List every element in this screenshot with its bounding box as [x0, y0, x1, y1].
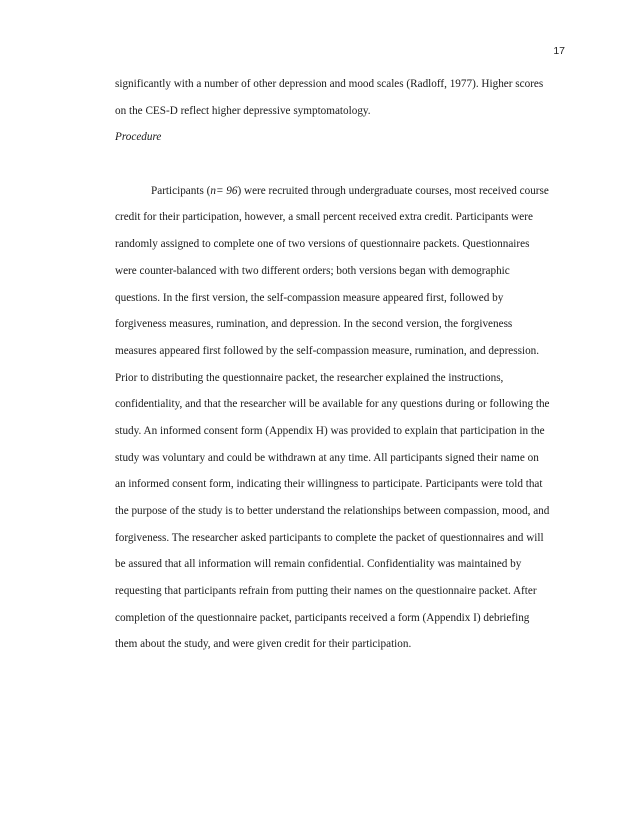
text-line: the purpose of the study is to better understand the relationships between compassion, mood, and	[115, 505, 550, 517]
paragraph-spacer	[115, 151, 555, 178]
text-line: confidentiality, and that the researcher will be available for any questions during or following the	[115, 398, 550, 411]
text-line: study was voluntary and could be withdrawn at any time. All participants signed their name on	[115, 451, 539, 464]
text-fragment: Participants (	[151, 184, 211, 197]
paragraph-first-line	[115, 178, 555, 205]
text-line: on the CES-D reflect higher depressive symptomatology.	[115, 104, 371, 117]
text-line: study. An informed consent form (Appendix H) was provided to explain that participation in the	[115, 424, 545, 437]
text-line: questions. In the first version, the self-compassion measure appeared first, followed by	[115, 291, 504, 304]
text-line: measures appeared first followed by the self-compassion measure, rumination, and depression.	[115, 344, 540, 357]
text-line: requesting that participants refrain from putting their names on the questionnaire packet. After	[115, 585, 537, 598]
text-line: randomly assigned to complete one of two versions of questionnaire packets. Questionnaires	[115, 238, 530, 251]
sample-size-italic: n= 96	[210, 184, 238, 197]
body-text	[115, 71, 555, 658]
page-number: 17	[553, 45, 565, 57]
text-line: be assured that all information will remain confidential. Confidentiality was maintained by	[115, 558, 522, 571]
text-line: significantly with a number of other depression and mood scales (Radloff, 1977). Higher scores	[115, 78, 544, 90]
text-line: completion of the questionnaire packet, participants received a form (Appendix I) debriefing	[115, 611, 530, 624]
text-line: Prior to distributing the questionnaire packet, the researcher explained the instructions,	[115, 371, 504, 384]
text-line: credit for their participation, however, a small percent received extra credit. Participants were	[115, 211, 533, 224]
text-line: forgiveness. The researcher asked participants to complete the packet of questionnaires and will	[115, 531, 544, 544]
text-line: them about the study, and were given credit for their participation.	[115, 638, 412, 651]
text-line: were counter-balanced with two different orders; both versions began with demographic	[115, 264, 510, 277]
section-heading-procedure: Procedure	[115, 131, 162, 144]
text-fragment: ) were recruited through undergraduate courses, most received course	[237, 184, 549, 197]
text-line: an informed consent form, indicating their willingness to participate. Participants were told that	[115, 478, 543, 491]
text-line: forgiveness measures, rumination, and depression. In the second version, the forgiveness	[115, 318, 513, 331]
